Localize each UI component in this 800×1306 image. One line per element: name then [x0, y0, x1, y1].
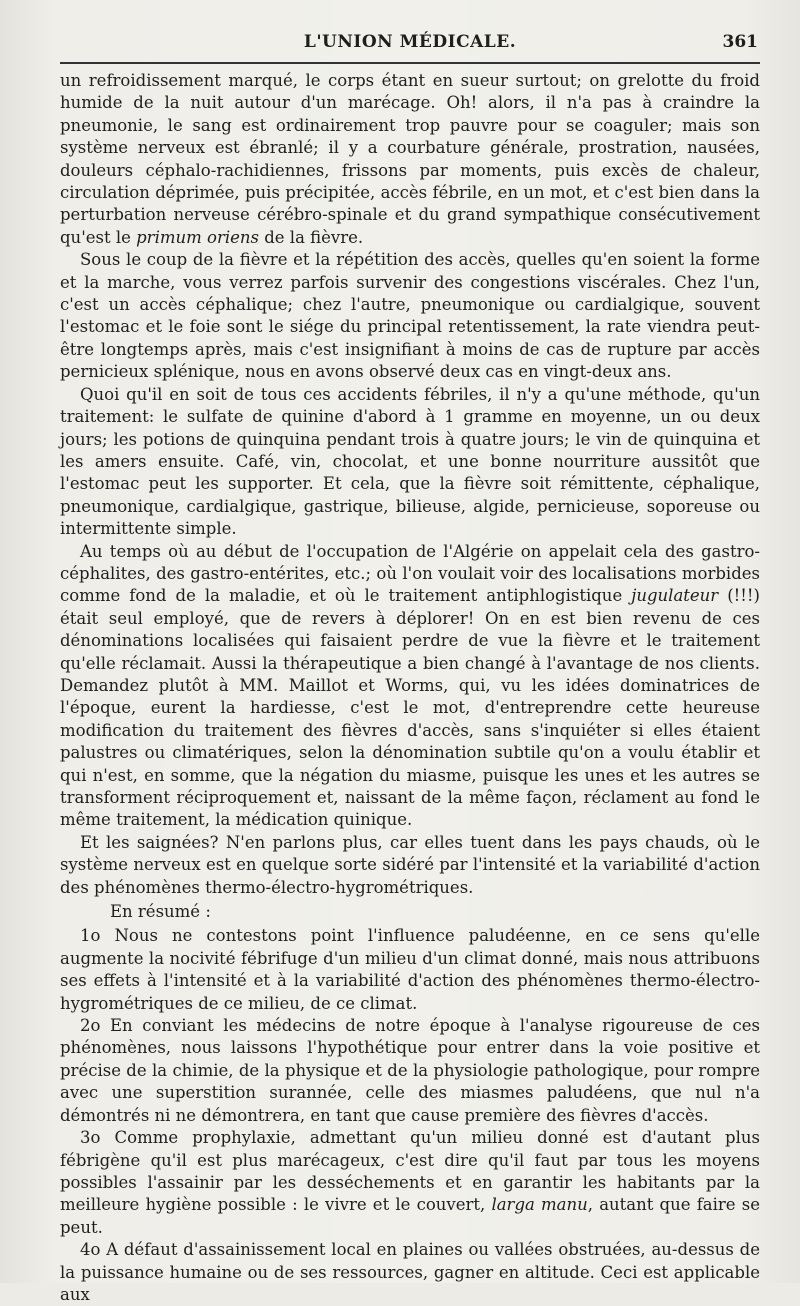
italic-text: jugulateur — [631, 586, 719, 606]
header-rule — [60, 62, 760, 64]
italic-text: primum oriens — [136, 227, 259, 247]
paragraph — [60, 925, 760, 1015]
paragraph — [60, 1015, 760, 1127]
paragraph — [60, 249, 760, 383]
paragraph — [60, 541, 760, 832]
paragraph — [60, 1239, 760, 1306]
paragraph — [60, 384, 760, 541]
text-run: Et les saignées? N'en parlons plus, car elles tuent dans les pays chauds, où le système nerveux est en quelque sorte sidéré par l'intensité et la variabilité d'action des phénomènes thermo-électro-hygrométriques. — [60, 832, 760, 897]
text-run: un refroidissement marqué, le corps étant en sueur surtout; on grelotte du froid humide de la nuit autour d'un marécage. Oh! alors, il n'a pas à craindre la pneumonie, le sang est ordinairement trop pauvre pour se coaguler; mais son système nerveux est ébranlé; il y a courbature générale, prostration, nausées, douleurs céphalo-rachidiennes, frissons par moments, puis excès de chaleur, circulation déprimée, puis précipitée, accès fébrile, en un mot, et c'est bien dans la perturbation nerveuse cérébro-spinale et du grand sympathique consécutivement qu'est le — [60, 71, 760, 247]
page-number: 361 — [722, 32, 758, 52]
text-run: 3o Comme prophylaxie, admettant qu'un milieu donné est d'autant plus fébrigène qu'il est plus marécageux, c'est dire qu'il faut par tous les moyens possibles l'assainir par les desséchements et en garantir les habitants par la meilleure hygiène possible : le vivre et le couvert, — [60, 1128, 760, 1215]
text-run: 1o Nous ne contestons point l'influence paludéenne, en ce sens qu'elle augmente la nocivité fébrifuge d'un milieu d'un climat donné, mais nous attribuons ses effets à l'intensité et à la variabilité d'action des phénomènes thermo-électro-hygrométriques de ce milieu, de ce climat. — [60, 926, 760, 1013]
text-run: , autant que faire se peut. — [60, 1195, 760, 1237]
text-run: de la fièvre. — [258, 227, 364, 247]
body-text — [60, 70, 760, 1306]
text-run: 2o En conviant les médecins de notre époque à l'analyse rigoureuse de ces phénomènes, nous laissons l'hypothétique pour entrer dans la voie positive et précise de la chimie, de la physique et de la physiologie pathologique, pour rompre avec une superstition surannée, celle des miasmes paludéens, que nul n'a démontrés ni ne démontrera, en tant que cause première des fièvres d'accès. — [60, 1016, 760, 1125]
paragraph — [60, 1127, 760, 1239]
paragraph — [60, 70, 760, 249]
text-run: Sous le coup de la fièvre et la répétition des accès, quelles qu'en soient la forme et la marche, vous verrez parfois survenir des congestions viscérales. Chez l'un, c'est un accès céphalique; chez l'autre, pneumonique ou cardialgique, souvent l'estomac et le foie sont le siége du principal retentissement, la rate viendra peut-être longtemps après, mais c'est insignifiant à moins de cas de rupture par accès pernicieux splénique, nous en avons observé deux cas en vingt-deux ans. — [60, 250, 760, 382]
text-run: (!!!) était seul employé, que de revers à déplorer! On en est bien revenu de ces dénominations localisées qui faisaient perdre de vue la fièvre et le traitement qu'elle réclamait. Aussi la thérapeutique a bien changé à l'avantage de nos clients. Demandez plutôt à MM. Maillot et Worms, qui, vu les idées dominatrices de l'époque, eurent la hardiesse, c'est le mot, d'entreprendre cette heureuse modification du traitement des fièvres d'accès, sans s'inquiéter si elles étaient palustres ou climatériques, selon la dénomination subtile qu'on a voulu établir et qui n'est, en somme, que la négation du miasme, puisque les unes et les autres se transforment réciproquement et, naissant de la même façon, réclament au fond le même traitement, la médication quinique. — [60, 586, 760, 830]
running-head — [60, 22, 760, 62]
journal-title: L'UNION MÉDICALE. — [303, 32, 517, 52]
text-run: 4o A défaut d'assainissement local en plaines ou vallées obstruées, au-dessus de la puissance humaine ou de ses ressources, gagner en altitude. Ceci est applicable aux — [60, 1240, 760, 1304]
text-run: Quoi qu'il en soit de tous ces accidents fébriles, il n'y a qu'une méthode, qu'un traitement: le sulfate de quinine d'abord à 1 gramme en moyenne, un ou deux jours; les potions de quinquina pendant trois à quatre jours; le vin de quinquina et les amers ensuite. Café, vin, chocolat, et une bonne nourriture aussitôt que l'estomac peut les supporter. Et cela, que la fièvre soit rémittente, céphalique, pneumonique, cardialgique, gastrique, bilieuse, algide, pernicieuse, soporeuse ou intermittente simple. — [60, 384, 760, 539]
section-heading — [60, 901, 760, 923]
text-run: En résumé : — [110, 902, 211, 922]
italic-text: larga manu — [491, 1195, 588, 1215]
paragraph — [60, 832, 760, 899]
text-run: Au temps où au début de l'occupation de l'Algérie on appelait cela des gastro-céphalites, des gastro-entérites, etc.; où l'on voulait voir des localisations morbides comme fond de la maladie, et où le traitement antiphlogistique — [60, 541, 760, 606]
